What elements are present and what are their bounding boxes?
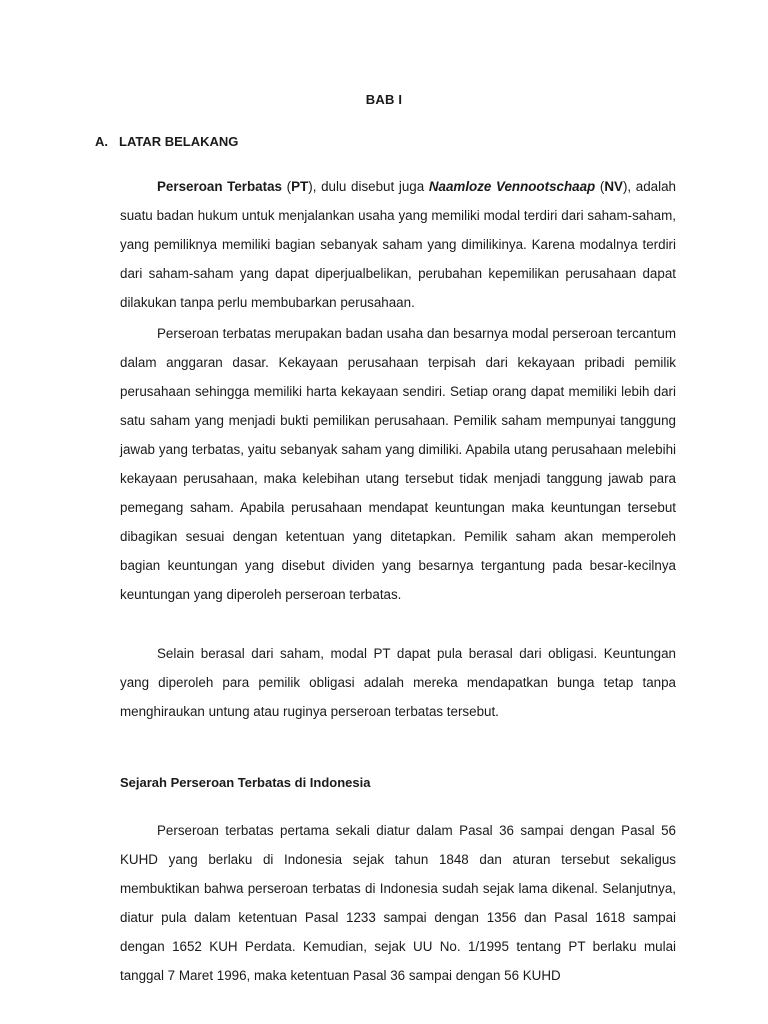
paragraph-1: Perseroan Terbatas (PT), dulu disebut juga Naamloze Vennootschaap (NV), adalah suatu badan hukum untuk menjalankan usaha yang memiliki modal terdiri dari saham-saham, yang pemiliknya memiliki bagian sebanyak saham yang dimilikinya. Karena modalnya terdiri dari saham-saham yang dapat diperjualbelikan, perubahan kepemilikan perusahaan dapat dilakukan tanpa perlu membubarkan perusahaan. bbox=[120, 179, 676, 310]
section-heading-a bbox=[95, 134, 238, 149]
term-abbr: PT bbox=[291, 179, 309, 194]
section-title: LATAR BELAKANG bbox=[119, 134, 239, 149]
term-bold: Perseroan Terbatas bbox=[157, 179, 282, 194]
section-letter: A. bbox=[95, 134, 108, 149]
paragraph-4: Perseroan terbatas pertama sekali diatur dalam Pasal 36 sampai dengan Pasal 56 KUHD yang berlaku di Indonesia sejak tahun 1848 dan aturan tersebut sekaligus membuktikan bahwa perseroan terbatas di Indonesia sudah sejak lama dikenal. Selanjutnya, diatur pula dalam ketentuan Pasal 1233 sampai dengan 1356 dan Pasal 1618 sampai dengan 1652 KUH Perdata. Kemudian, sejak UU No. 1/1995 tentang PT berlaku mulai tanggal 7 Maret 1996, maka ketentuan Pasal 36 sampai dengan 56 KUHD bbox=[120, 823, 676, 983]
chapter-title: BAB I bbox=[365, 92, 403, 107]
foreign-abbr: NV bbox=[604, 179, 623, 194]
paragraph-3: Selain berasal dari saham, modal PT dapat pula berasal dari obligasi. Keuntungan yang diperoleh para pemilik obligasi adalah mereka mendapatkan bunga tetap tanpa menghiraukan untung atau ruginya perseroan terbatas tersebut. bbox=[120, 646, 676, 719]
subheading: Sejarah Perseroan Terbatas di Indonesia bbox=[120, 775, 371, 790]
foreign-term: Naamloze Vennootschaap bbox=[428, 179, 596, 194]
paragraph-2: Perseroan terbatas merupakan badan usaha dan besarnya modal perseroan tercantum dalam anggaran dasar. Kekayaan perusahaan terpisah dari kekayaan pribadi pemilik perusahaan sehingga memiliki harta kekayaan sendiri. Setiap orang dapat memiliki lebih dari satu saham yang menjadi bukti pemilikan perusahaan. Pemilik saham mempunyai tanggung jawab yang terbatas, yaitu sebanyak saham yang dimiliki. Apabila utang perusahaan melebihi kekayaan perusahaan, maka kelebihan utang tersebut tidak menjadi tanggung jawab para pemegang saham. Apabila perusahaan mendapat keuntungan maka keuntungan tersebut dibagikan sesuai dengan ketentuan yang ditetapkan. Pemilik saham akan memperoleh bagian keuntungan yang disebut dividen yang besarnya tergantung pada besar-kecilnya keuntungan yang diperoleh perseroan terbatas. bbox=[120, 326, 676, 602]
